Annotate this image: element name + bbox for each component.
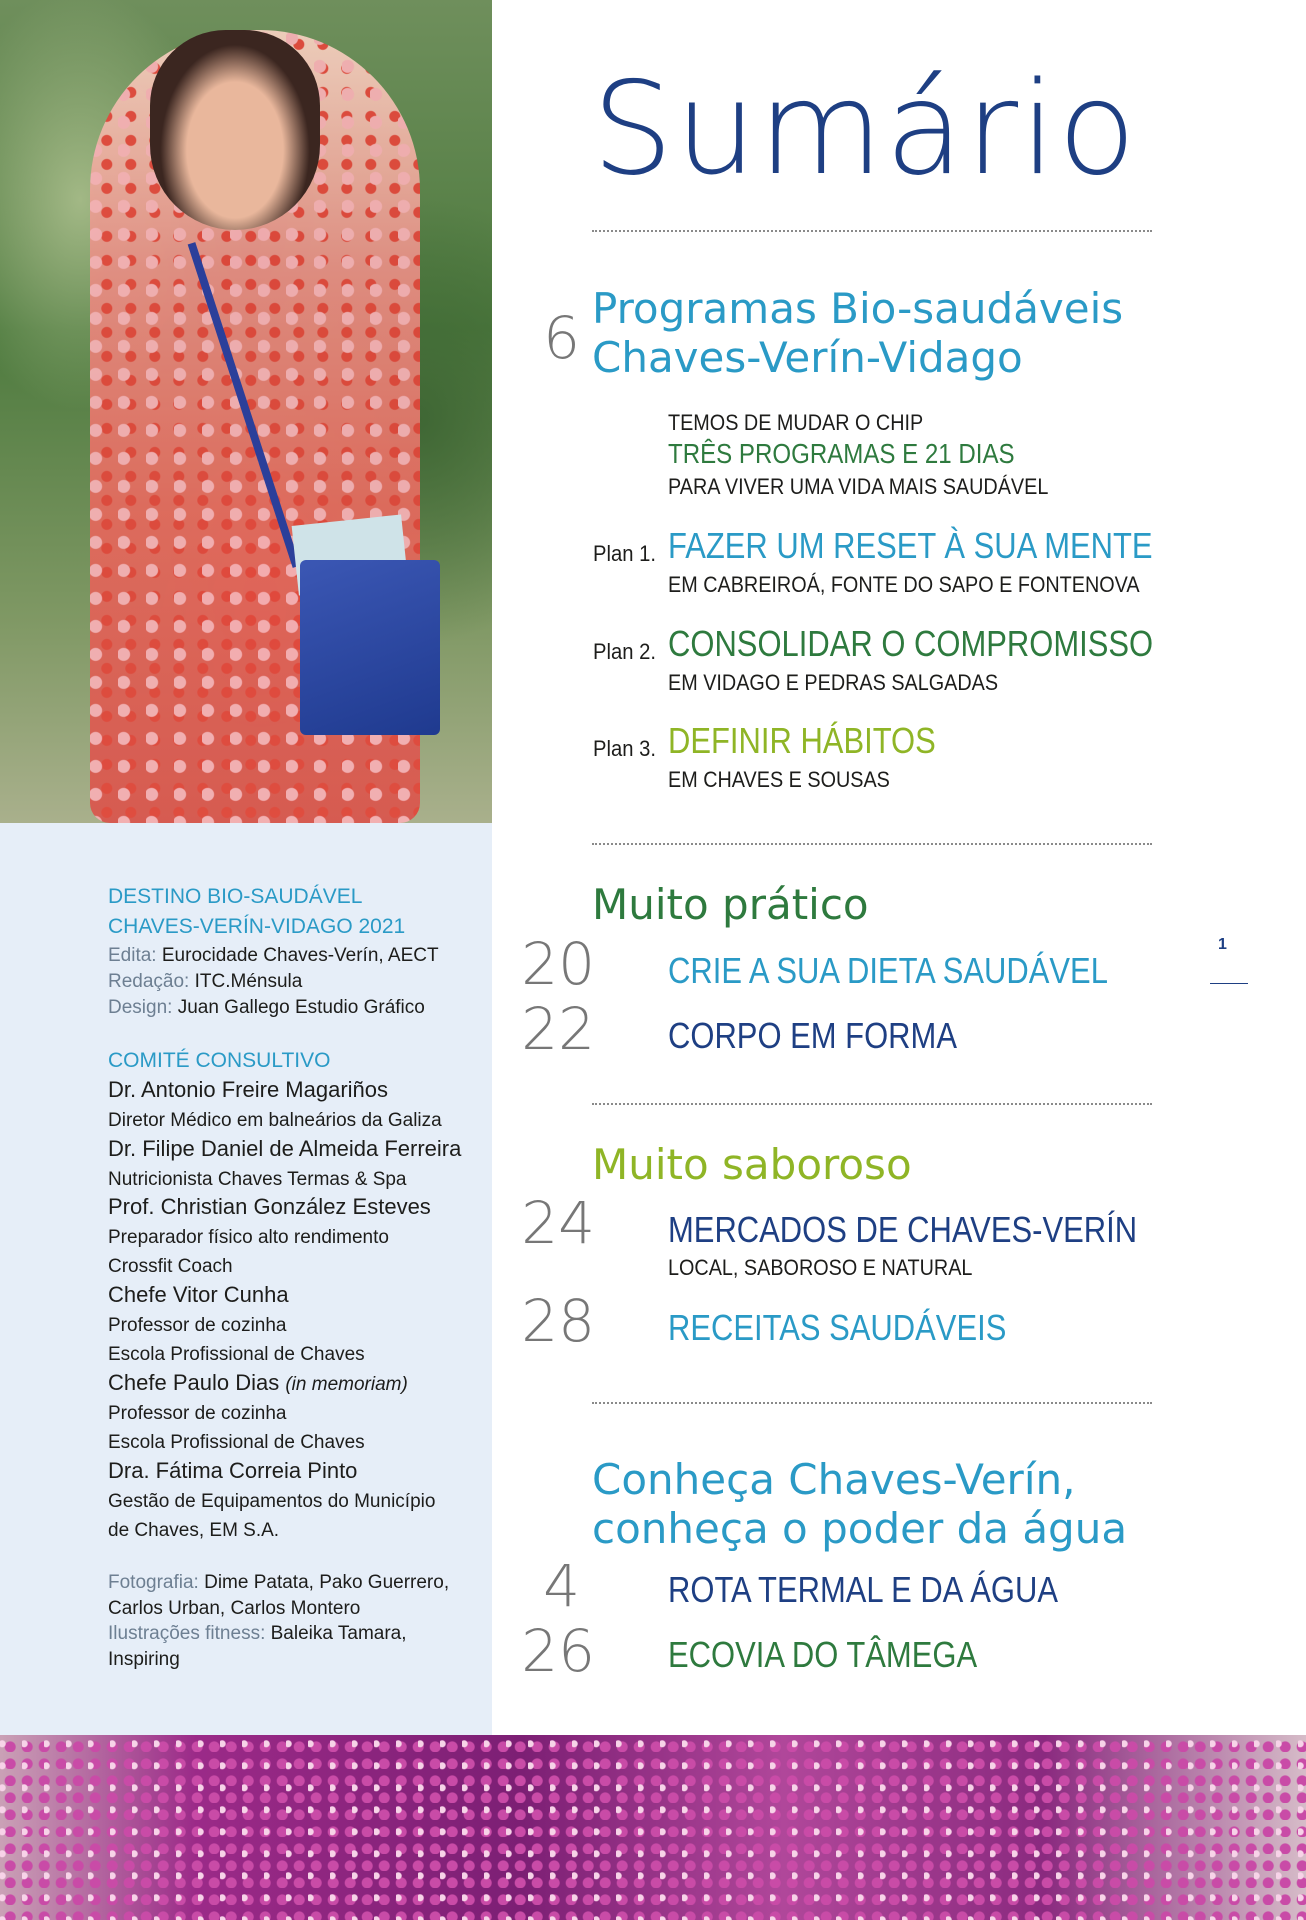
section3-item2-page: 28 bbox=[521, 1287, 595, 1355]
credit-redacao bbox=[108, 970, 302, 994]
page-number-rule bbox=[1210, 983, 1248, 984]
committee-member-role: Crossfit Coach bbox=[108, 1256, 233, 1277]
committee-member-name-text: Chefe Paulo Dias bbox=[108, 1370, 280, 1395]
committee-member-name: Dra. Fátima Correia Pinto bbox=[108, 1458, 358, 1483]
committee-member-name bbox=[108, 1371, 408, 1397]
page-title: Sumário bbox=[592, 55, 1138, 204]
credit-illustrations-value: Baleika Tamara, bbox=[270, 1623, 407, 1644]
section1-intro-line1: TEMOS DE MUDAR O CHIP bbox=[668, 410, 924, 435]
credit-edita-label: Edita: bbox=[108, 945, 157, 966]
plan2-label: Plan 2. bbox=[593, 639, 657, 664]
publication-name-line2: CHAVES-VERÍN-VIDAGO 2021 bbox=[108, 915, 406, 938]
section3-item1-page: 24 bbox=[521, 1189, 595, 1257]
section2-title: Muito prático bbox=[592, 880, 869, 929]
page-number: 1 bbox=[1218, 936, 1227, 953]
dotted-divider bbox=[592, 230, 1152, 232]
section3-item2-title: RECEITAS SAUDÁVEIS bbox=[668, 1307, 1007, 1348]
photo-figure-head bbox=[150, 30, 320, 230]
credit-design-label: Design: bbox=[108, 997, 173, 1018]
credit-illustrations-line2: Inspiring bbox=[108, 1649, 180, 1670]
dotted-divider bbox=[592, 843, 1152, 845]
committee-member-name: Prof. Christian González Esteves bbox=[108, 1194, 431, 1219]
publication-name-line1: DESTINO BIO-SAUDÁVEL bbox=[108, 885, 363, 908]
plan1-label: Plan 1. bbox=[593, 541, 657, 566]
committee-member-role: de Chaves, EM S.A. bbox=[108, 1520, 280, 1541]
committee-title: COMITÉ CONSULTIVO bbox=[108, 1049, 331, 1072]
section1-title-line1: Programas Bio-saudáveis bbox=[592, 284, 1124, 333]
section1-intro-line3: PARA VIVER UMA VIDA MAIS SAUDÁVEL bbox=[668, 474, 1049, 499]
committee-member-role: Escola Profissional de Chaves bbox=[108, 1432, 365, 1453]
flowers-photo bbox=[0, 1735, 1306, 1920]
credit-redacao-label: Redação: bbox=[108, 971, 190, 992]
committee-member-name: Chefe Vitor Cunha bbox=[108, 1282, 289, 1307]
credit-edita bbox=[108, 944, 439, 968]
plan3-title: DEFINIR HÁBITOS bbox=[668, 720, 936, 761]
credit-photography-label: Fotografia: bbox=[108, 1572, 199, 1593]
committee-member-role: Gestão de Equipamentos do Município bbox=[108, 1491, 436, 1512]
section2-item2-page: 22 bbox=[521, 995, 595, 1063]
photo-bag bbox=[300, 560, 440, 735]
section2-item2-title: CORPO EM FORMA bbox=[668, 1015, 957, 1056]
section1-intro-line2: TRÊS PROGRAMAS E 21 DIAS bbox=[668, 438, 1015, 469]
committee-member-role: Diretor Médico em balneários da Galiza bbox=[108, 1110, 442, 1131]
section4-item2-page: 26 bbox=[521, 1617, 595, 1685]
section4-item1-title: ROTA TERMAL E DA ÁGUA bbox=[668, 1569, 1058, 1610]
credit-design bbox=[108, 996, 425, 1020]
committee-member-role: Professor de cozinha bbox=[108, 1315, 287, 1336]
section2-item1-page: 20 bbox=[521, 930, 595, 998]
section1-title-line2: Chaves-Verín-Vidago bbox=[592, 333, 1023, 382]
dotted-divider bbox=[592, 1402, 1152, 1404]
credit-edita-value: Eurocidade Chaves-Verín, AECT bbox=[161, 945, 439, 966]
plan3-label: Plan 3. bbox=[593, 736, 657, 761]
committee-member-name: Dr. Filipe Daniel de Almeida Ferreira bbox=[108, 1136, 462, 1161]
section2-item1-title: CRIE A SUA DIETA SAUDÁVEL bbox=[668, 950, 1108, 991]
credit-illustrations-label: Ilustrações fitness: bbox=[108, 1623, 266, 1644]
committee-member-name: Dr. Antonio Freire Magariños bbox=[108, 1077, 389, 1102]
credit-photography bbox=[108, 1571, 449, 1595]
committee-member-role: Nutricionista Chaves Termas & Spa bbox=[108, 1169, 407, 1190]
plan2-title: CONSOLIDAR O COMPROMISSO bbox=[668, 623, 1154, 664]
credit-design-value: Juan Gallego Estudio Gráfico bbox=[177, 997, 425, 1018]
section3-item1-title: MERCADOS DE CHAVES-VERÍN bbox=[668, 1209, 1138, 1250]
committee-member-role: Escola Profissional de Chaves bbox=[108, 1344, 365, 1365]
section4-title-line1: Conheça Chaves-Verín, bbox=[592, 1455, 1076, 1504]
section3-item1-subtitle: LOCAL, SABOROSO E NATURAL bbox=[668, 1255, 973, 1280]
section4-title-line2: conheça o poder da água bbox=[592, 1504, 1128, 1553]
plan1-title: FAZER UM RESET À SUA MENTE bbox=[668, 525, 1153, 566]
credit-photography-line2: Carlos Urban, Carlos Montero bbox=[108, 1598, 361, 1619]
in-memoriam-note: (in memoriam) bbox=[285, 1374, 408, 1395]
plan3-subtitle: EM CHAVES E SOUSAS bbox=[668, 767, 890, 792]
plan1-subtitle: EM CABREIROÁ, FONTE DO SAPO E FONTENOVA bbox=[668, 572, 1140, 597]
cover-photo-woman bbox=[0, 0, 492, 823]
committee-member-role: Preparador físico alto rendimento bbox=[108, 1227, 389, 1248]
section3-title: Muito saboroso bbox=[592, 1140, 912, 1189]
plan2-subtitle: EM VIDAGO E PEDRAS SALGADAS bbox=[668, 670, 999, 695]
credit-photography-value: Dime Patata, Pako Guerrero, bbox=[204, 1572, 450, 1593]
credit-illustrations bbox=[108, 1622, 407, 1646]
credit-redacao-value: ITC.Ménsula bbox=[194, 971, 303, 992]
committee-member-role: Professor de cozinha bbox=[108, 1403, 287, 1424]
dotted-divider bbox=[592, 1103, 1152, 1105]
section4-item1-page: 4 bbox=[543, 1552, 580, 1620]
section4-item2-title: ECOVIA DO TÂMEGA bbox=[668, 1634, 978, 1675]
section1-page-number: 6 bbox=[543, 304, 580, 372]
